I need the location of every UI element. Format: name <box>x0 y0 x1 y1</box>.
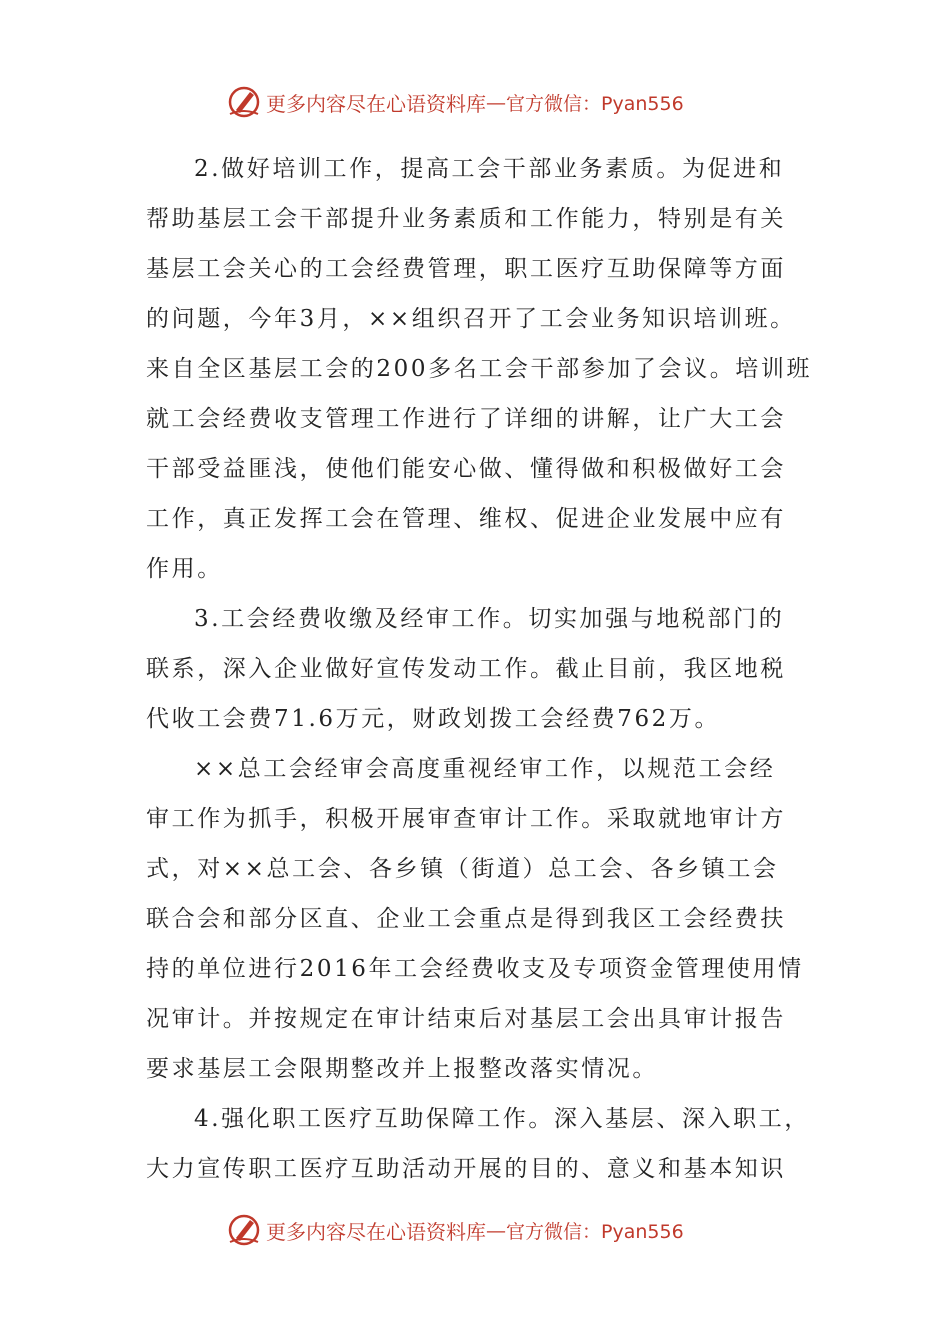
text-line: 4.强化职工医疗互助保障工作。深入基层、深入职工， <box>194 1106 810 1132</box>
paragraph <box>146 594 806 744</box>
text-line: 式，对××总工会、各乡镇（街道）总工会、各乡镇工会 <box>146 856 779 882</box>
banner-title: 更多内容尽在心语资料库 <box>266 91 486 116</box>
banner-wechat: 官方微信：Pyan556 <box>506 92 684 115</box>
pen-circle-logo-icon <box>226 84 262 120</box>
text-line: 持的单位进行2016年工会经费收支及专项资金管理使用情 <box>146 956 804 982</box>
paragraph <box>146 1094 810 1194</box>
text-line: 3.工会经费收缴及经审工作。切实加强与地税部门的 <box>194 606 785 632</box>
text-line: 基层工会关心的工会经费管理，职工医疗互助保障等方面 <box>146 256 786 282</box>
text-line: ××总工会经审会高度重视经审工作，以规范工会经 <box>194 756 776 782</box>
text-line: 就工会经费收支管理工作进行了详细的讲解，让广大工会 <box>146 406 786 432</box>
footer-banner <box>226 1210 684 1250</box>
text-line: 要求基层工会限期整改并上报整改落实情况。 <box>146 1056 658 1082</box>
text-line: 2.做好培训工作，提高工会干部业务素质。为促进和 <box>194 156 785 182</box>
text-line: 来自全区基层工会的200多名工会干部参加了会议。培训班 <box>146 356 813 382</box>
text-line: 况审计。并按规定在审计结束后对基层工会出具审计报告 <box>146 1006 786 1032</box>
document-body <box>146 144 813 1194</box>
text-line: 作用。 <box>146 556 223 582</box>
header-banner <box>226 82 684 122</box>
text-line: 的问题，今年3月，××组织召开了工会业务知识培训班。 <box>146 306 796 332</box>
text-line: 工作，真正发挥工会在管理、维权、促进企业发展中应有 <box>146 506 786 532</box>
text-line: 代收工会费71.6万元，财政划拨工会经费762万。 <box>146 706 721 732</box>
text-line: 干部受益匪浅，使他们能安心做、懂得做和积极做好工会 <box>146 456 786 482</box>
text-line: 联合会和部分区直、企业工会重点是得到我区工会经费扶 <box>146 906 786 932</box>
banner-dash: — <box>486 90 506 114</box>
text-line: 大力宣传职工医疗互助活动开展的目的、意义和基本知识 <box>146 1156 786 1182</box>
banner-dash: — <box>486 1218 506 1242</box>
text-line: 帮助基层工会干部提升业务素质和工作能力，特别是有关 <box>146 206 786 232</box>
banner-title: 更多内容尽在心语资料库 <box>266 1219 486 1244</box>
paragraph <box>146 144 813 594</box>
banner-wechat: 官方微信：Pyan556 <box>506 1220 684 1243</box>
paragraph <box>146 744 806 1094</box>
text-line: 联系，深入企业做好宣传发动工作。截止目前，我区地税 <box>146 656 786 682</box>
pen-circle-logo-icon <box>226 1212 262 1248</box>
text-line: 审工作为抓手，积极开展审查审计工作。采取就地审计方 <box>146 806 786 832</box>
